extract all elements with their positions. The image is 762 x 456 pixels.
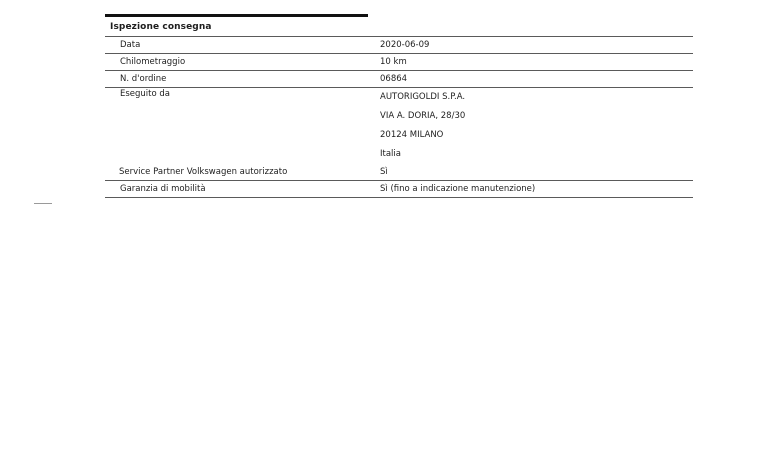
- row-label: Eseguito da: [120, 89, 171, 99]
- row-performed-by: [105, 87, 693, 164]
- delivery-inspection-section: [105, 14, 693, 198]
- row-value-address: [360, 88, 693, 164]
- row-value: Sì: [380, 166, 388, 177]
- row-value: 10 km: [380, 56, 407, 67]
- row-label: Garanzia di mobilità: [120, 183, 206, 194]
- row-label: Data: [120, 39, 141, 50]
- row-label: Service Partner Volkswagen autorizzato: [119, 166, 288, 177]
- section-title: Ispezione consegna: [110, 22, 212, 32]
- address-line: VIA A. DORIA, 28/30: [380, 111, 466, 121]
- row-mileage: [105, 53, 693, 70]
- row-value: 2020-06-09: [380, 39, 430, 50]
- address-line: 20124 MILANO: [380, 130, 444, 140]
- row-value: Sì (fino a indicazione manutenzione): [380, 183, 536, 194]
- row-mobility-warranty: [105, 180, 693, 198]
- address-line: Italia: [380, 149, 401, 159]
- row-service-partner: [105, 164, 693, 180]
- row-label: Chilometraggio: [120, 56, 186, 67]
- row-order-number: [105, 70, 693, 87]
- row-data: [105, 36, 693, 53]
- address-line: AUTORIGOLDI S.P.A.: [380, 92, 466, 102]
- row-value: 06864: [380, 73, 408, 84]
- scan-mark: [34, 203, 52, 204]
- row-label: N. d'ordine: [120, 73, 167, 84]
